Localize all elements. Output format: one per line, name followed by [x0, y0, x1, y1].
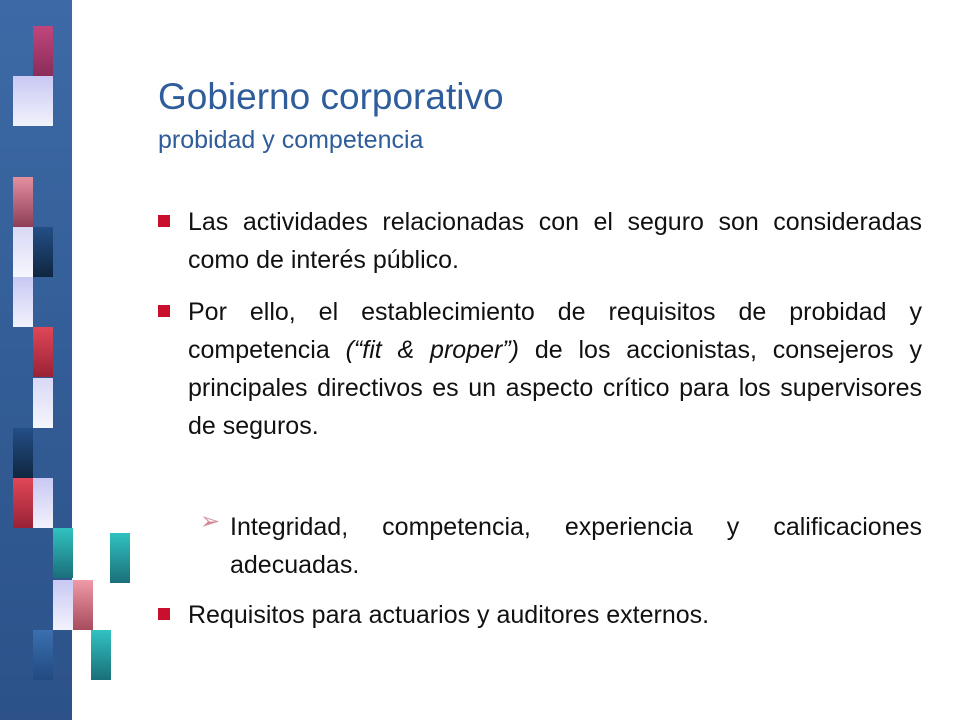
decor-tile: [91, 630, 111, 680]
bullet-text-pre: Por ello, el establecimiento de requisitos de probidad y competencia: [188, 298, 922, 364]
bullet-marker: [158, 305, 170, 317]
decor-tile: [53, 580, 73, 630]
bullet-text: [188, 293, 922, 445]
decor-tile: [13, 76, 33, 126]
bullet-text: Requisitos para actuarios y auditores externos.: [188, 601, 710, 629]
decor-tile: [13, 227, 33, 277]
decor-tile: [13, 478, 33, 528]
decor-tile: [33, 327, 53, 377]
decor-tile: [33, 630, 53, 680]
arrow-icon: ➢: [200, 508, 221, 535]
decor-tile: [13, 428, 33, 478]
decor-tile: [110, 533, 130, 583]
decor-tile: [33, 378, 53, 428]
bullet-marker: [158, 215, 170, 227]
bullet-text-emphasis: (“fit & proper”): [345, 336, 519, 364]
decor-tile: [33, 76, 53, 126]
decor-tile: [33, 227, 53, 277]
decor-tile: [13, 177, 33, 227]
decor-tile: [53, 528, 73, 578]
bullet-text-post: de los accionistas, consejeros y principales directivos es un aspecto crítico para los supervisores de seguros.: [188, 336, 922, 440]
decor-tile: [33, 478, 53, 528]
slide-title: Gobierno corporativo: [158, 76, 504, 117]
bullet-marker: [158, 608, 170, 620]
decor-tile: [33, 26, 53, 76]
decor-tile: [13, 277, 33, 327]
slide-subtitle: probidad y competencia: [158, 126, 424, 154]
bullet-text: Las actividades relacionadas con el seguro son consideradas como de interés público.: [188, 208, 922, 274]
decor-tile: [73, 580, 93, 630]
sub-bullet-text: Integridad, competencia, experiencia y calificaciones adecuadas.: [230, 513, 922, 579]
